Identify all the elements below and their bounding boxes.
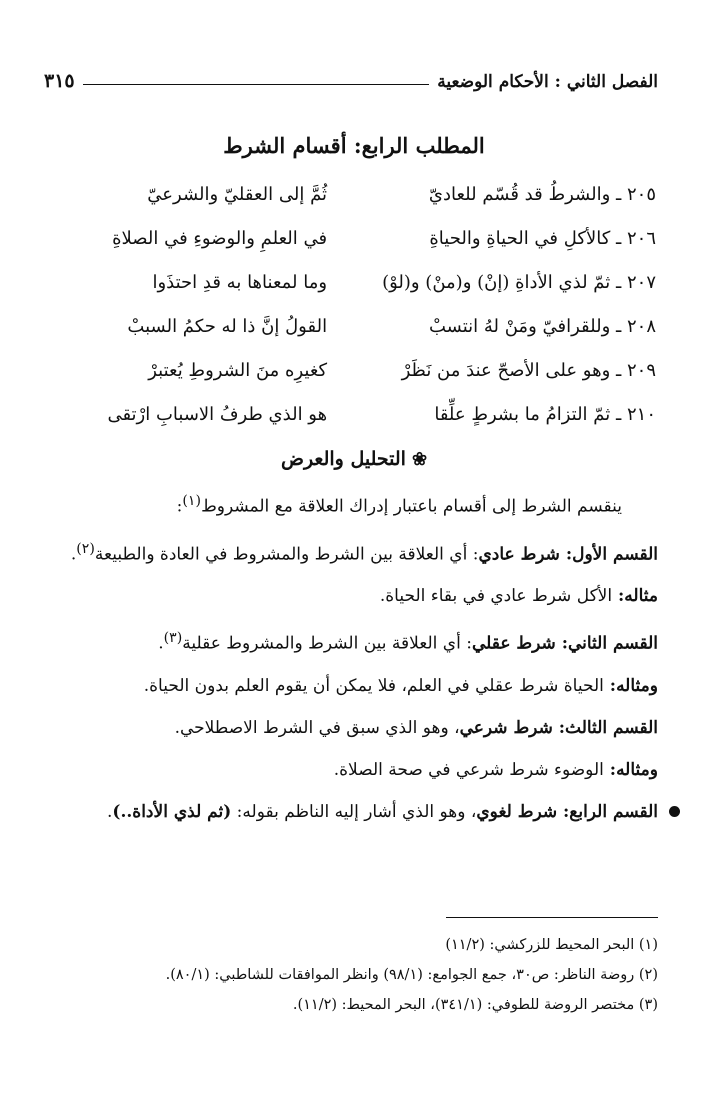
verse-first-hemistich: ٢١٠ ـ ثمّ التزامُ ما بشرطٍ علِّقا — [434, 403, 656, 425]
intro-text: ينقسم الشرط إلى أقسام باعتبار إدراك العلاقة مع المشروط — [201, 496, 622, 517]
section-label: القسم الثالث: — [552, 717, 658, 738]
bullet-dot-icon — [669, 806, 680, 817]
header-rule — [83, 84, 430, 85]
paragraph-example-1 — [48, 577, 658, 615]
page-number: ٣١٥ — [44, 70, 75, 92]
footnote-ref: (٣) — [163, 630, 183, 647]
verse-second-hemistich: ثُمَّ إلى العقليّ والشرعيّ — [147, 183, 328, 205]
footnotes — [48, 930, 658, 1020]
running-header — [44, 62, 658, 92]
paragraph-first-section — [48, 530, 658, 574]
section-term: شرط شرعي — [459, 717, 553, 738]
footnote-separator — [446, 917, 658, 918]
section-label: القسم الأول: — [559, 544, 658, 565]
footnote-ref: (١) — [182, 493, 202, 509]
section-text: ، وهو الذي سبق في الشرط الاصطلاحي. — [174, 717, 460, 738]
section-term: شرط عادي — [478, 544, 560, 565]
verse-first-hemistich: ٢٠٨ ـ وللقرافيّ ومَنْ لهُ انتسبْ — [428, 315, 656, 337]
example-text: الحياة شرط عقلي في العلم، فلا يمكن أن يقوم العلم بدون الحياة. — [143, 675, 604, 696]
verse-second-hemistich: هو الذي طرفُ الاسبابِ ارْتقى — [107, 403, 328, 425]
paragraph-example-3 — [48, 751, 658, 789]
footnote-1: (١) البحر المحيط للزركشي: (١١/٢) — [445, 937, 658, 953]
footnote-3: (٣) مختصر الروضة للطوفي: (٣٤١/١)، البحر المحيط: (١١/٢). — [292, 997, 658, 1013]
verse-210 — [48, 392, 656, 436]
section-text: ، وهو الذي أشار إليه الناظم بقوله: — [231, 801, 477, 822]
section-quote: (ثم لذي الأداة..) — [112, 801, 232, 822]
subheading-text: التحليل والعرض — [280, 448, 406, 470]
verse-second-hemistich: كغيرِه منَ الشروطِ يُعتبرْ — [148, 359, 328, 381]
section-end: . — [70, 544, 77, 565]
verse-207 — [48, 260, 656, 304]
chapter-title: الفصل الثاني : الأحكام الوضعية — [437, 72, 658, 92]
intro-paragraph — [48, 482, 658, 526]
footnote-ref: (٢) — [76, 540, 95, 557]
section-end: . — [158, 633, 164, 654]
footnote-2: (٢) روضة الناظر: ص٣٠، جمع الجوامع: (٩٨/١) وانظر الموافقات للشاطبي: (٨٠/١). — [165, 967, 658, 983]
verse-209 — [48, 348, 656, 392]
section-text: : أي العلاقة بين الشرط والمشروط في العادة والطبيعة — [94, 544, 479, 565]
body-text — [48, 482, 658, 835]
example-label: مثاله: — [612, 586, 658, 607]
intro-end: : — [176, 496, 183, 517]
verse-208 — [48, 304, 656, 348]
section-term: شرط عقلي — [471, 633, 556, 654]
verse-second-hemistich: وما لمعناها به قدِ احتذَوا — [152, 271, 328, 293]
section-end: . — [107, 801, 113, 822]
paragraph-fourth-section — [48, 793, 658, 831]
verse-206 — [48, 216, 656, 260]
paragraph-third-section — [48, 709, 658, 747]
verse-first-hemistich: ٢٠٩ ـ وهو على الأصحّ عندَ من نَظَرْ — [401, 359, 656, 381]
example-label: ومثاله: — [603, 759, 658, 780]
poem-verses — [48, 172, 656, 436]
paragraph-example-2 — [48, 667, 658, 705]
verse-first-hemistich: ٢٠٧ ـ ثمّ لذي الأداةِ (إنْ) و(منْ) و(لوْ) — [382, 271, 656, 293]
example-text: الأكل شرط عادي في بقاء الحياة. — [379, 586, 613, 607]
example-label: ومثاله: — [603, 675, 658, 696]
section-term: شرط لغوي — [476, 801, 558, 822]
verse-second-hemistich: في العلمِ والوضوءِ في الصلاةِ — [112, 227, 328, 249]
paragraph-second-section — [48, 619, 658, 663]
example-text: الوضوء شرط شرعي في صحة الصلاة. — [333, 759, 604, 780]
flower-ornament-icon: ❀ — [411, 449, 428, 470]
verse-first-hemistich: ٢٠٥ ـ والشرطُ قد قُسّم للعاديّ — [428, 183, 656, 205]
section-text: : أي العلاقة بين الشرط والمشروط عقلية — [182, 633, 472, 654]
section-label: القسم الرابع: — [557, 801, 658, 822]
section-title: المطلب الرابع: أقسام الشرط — [223, 133, 485, 158]
verse-second-hemistich: القولُ إنَّ ذا له حكمُ السببْ — [127, 315, 328, 337]
verse-first-hemistich: ٢٠٦ ـ كالأكلِ في الحياةِ والحياةِ — [429, 227, 656, 249]
verse-205 — [48, 172, 656, 216]
section-label: القسم الثاني: — [555, 633, 658, 654]
subheading — [0, 448, 708, 470]
